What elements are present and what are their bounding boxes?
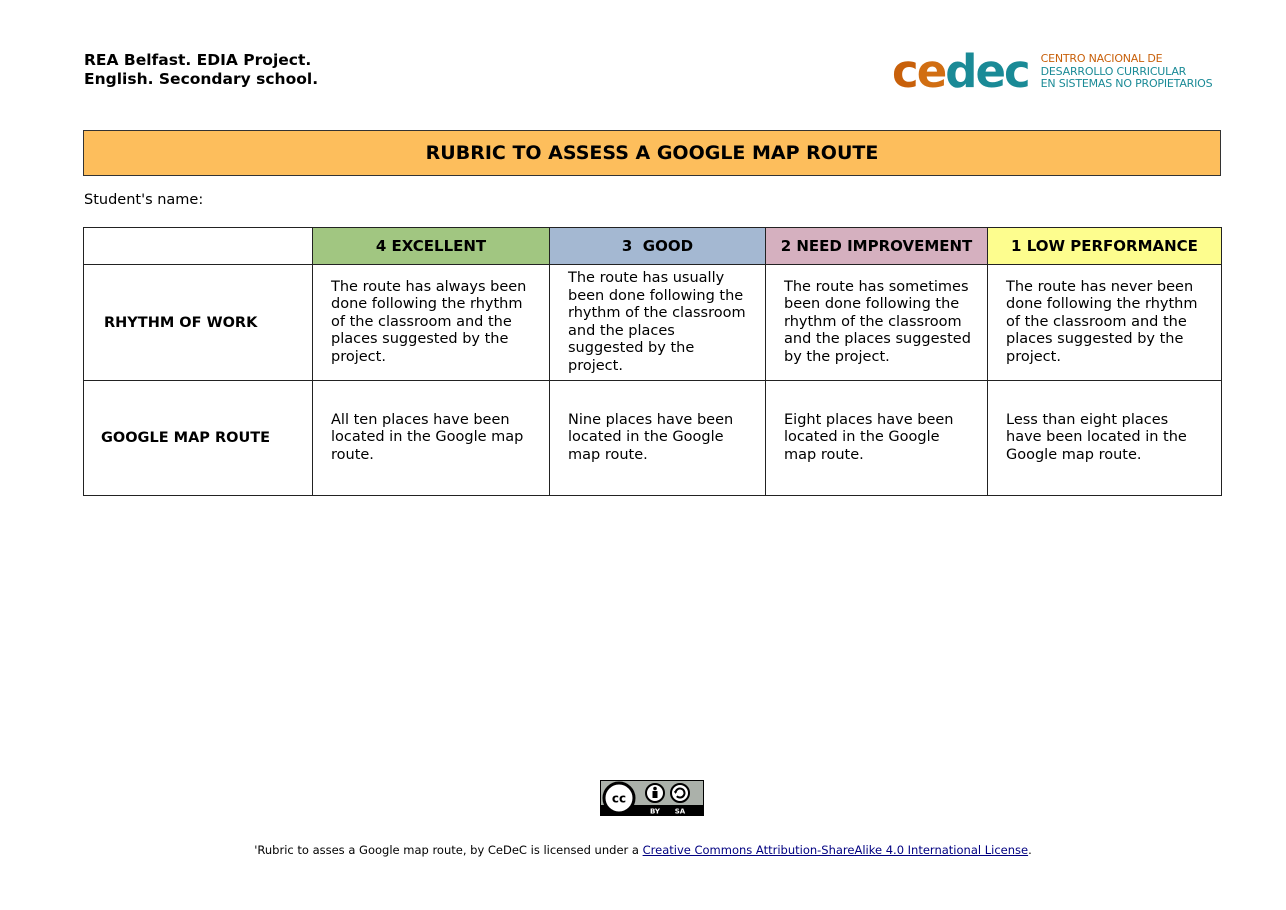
cell-map-need-improvement: Eight places have been located in the Google map route. bbox=[766, 381, 988, 496]
row-label-rhythm: RHYTHM OF WORK bbox=[84, 265, 313, 381]
logo-wordmark: cedec bbox=[892, 45, 1029, 98]
cell-rhythm-need-improvement: The route has sometimes been done following the rhythm of the classroom and the places suggested by the project. bbox=[766, 265, 988, 381]
header-need-improvement: 2 NEED IMPROVEMENT bbox=[766, 228, 988, 265]
footer-suffix: . bbox=[1028, 843, 1032, 857]
sa-text: SA bbox=[674, 807, 686, 815]
table-row bbox=[84, 381, 1222, 496]
row-label-google-map: GOOGLE MAP ROUTE bbox=[84, 381, 313, 496]
cedec-logo bbox=[892, 46, 1212, 98]
license-link[interactable]: Creative Commons Attribution-ShareAlike 4.0 International License bbox=[642, 843, 1029, 857]
footer-prefix: 'Rubric to asses a Google map route, by CeDeC is licensed under a bbox=[254, 843, 643, 857]
license-footer bbox=[0, 843, 1286, 857]
by-text: BY bbox=[649, 807, 661, 815]
cell-map-excellent: All ten places have been located in the Google map route. bbox=[313, 381, 550, 496]
cc-license-badge[interactable] bbox=[600, 780, 704, 816]
header-excellent: 4 EXCELLENT bbox=[313, 228, 550, 265]
logo-line-3: EN SISTEMAS NO PROPIETARIOS bbox=[1040, 77, 1213, 91]
cc-by-sa-icon bbox=[601, 781, 703, 815]
header-good: 3 GOOD bbox=[550, 228, 766, 265]
cell-map-good: Nine places have been located in the Google map route. bbox=[550, 381, 766, 496]
cell-rhythm-low: The route has never been done following the rhythm of the classroom and the places suggested by the project. bbox=[988, 265, 1222, 381]
cell-map-low: Less than eight places have been located in the Google map route. bbox=[988, 381, 1222, 496]
table-row bbox=[84, 265, 1222, 381]
cc-text: cc bbox=[611, 791, 627, 806]
cell-rhythm-excellent: The route has always been done following the rhythm of the classroom and the places suggested by the project. bbox=[313, 265, 550, 381]
student-name-label: Student's name: bbox=[84, 192, 204, 208]
header-project: REA Belfast. EDIA Project. bbox=[84, 51, 312, 69]
document-header bbox=[84, 51, 318, 89]
header-subject: English. Secondary school. bbox=[84, 70, 319, 88]
rubric-header-row bbox=[84, 228, 1222, 265]
logo-line-1: CENTRO NACIONAL DE bbox=[1040, 52, 1163, 66]
cell-rhythm-good: The route has usually been done following the rhythm of the classroom and the places suggested by the project. bbox=[550, 265, 766, 381]
rubric-title: RUBRIC TO ASSESS A GOOGLE MAP ROUTE bbox=[83, 130, 1221, 176]
header-corner-cell bbox=[84, 228, 313, 265]
logo-line-2: DESARROLLO CURRICULAR bbox=[1040, 64, 1187, 78]
rubric-table bbox=[83, 227, 1222, 496]
logo-subtitle bbox=[1041, 53, 1213, 91]
header-low-performance: 1 LOW PERFORMANCE bbox=[988, 228, 1222, 265]
